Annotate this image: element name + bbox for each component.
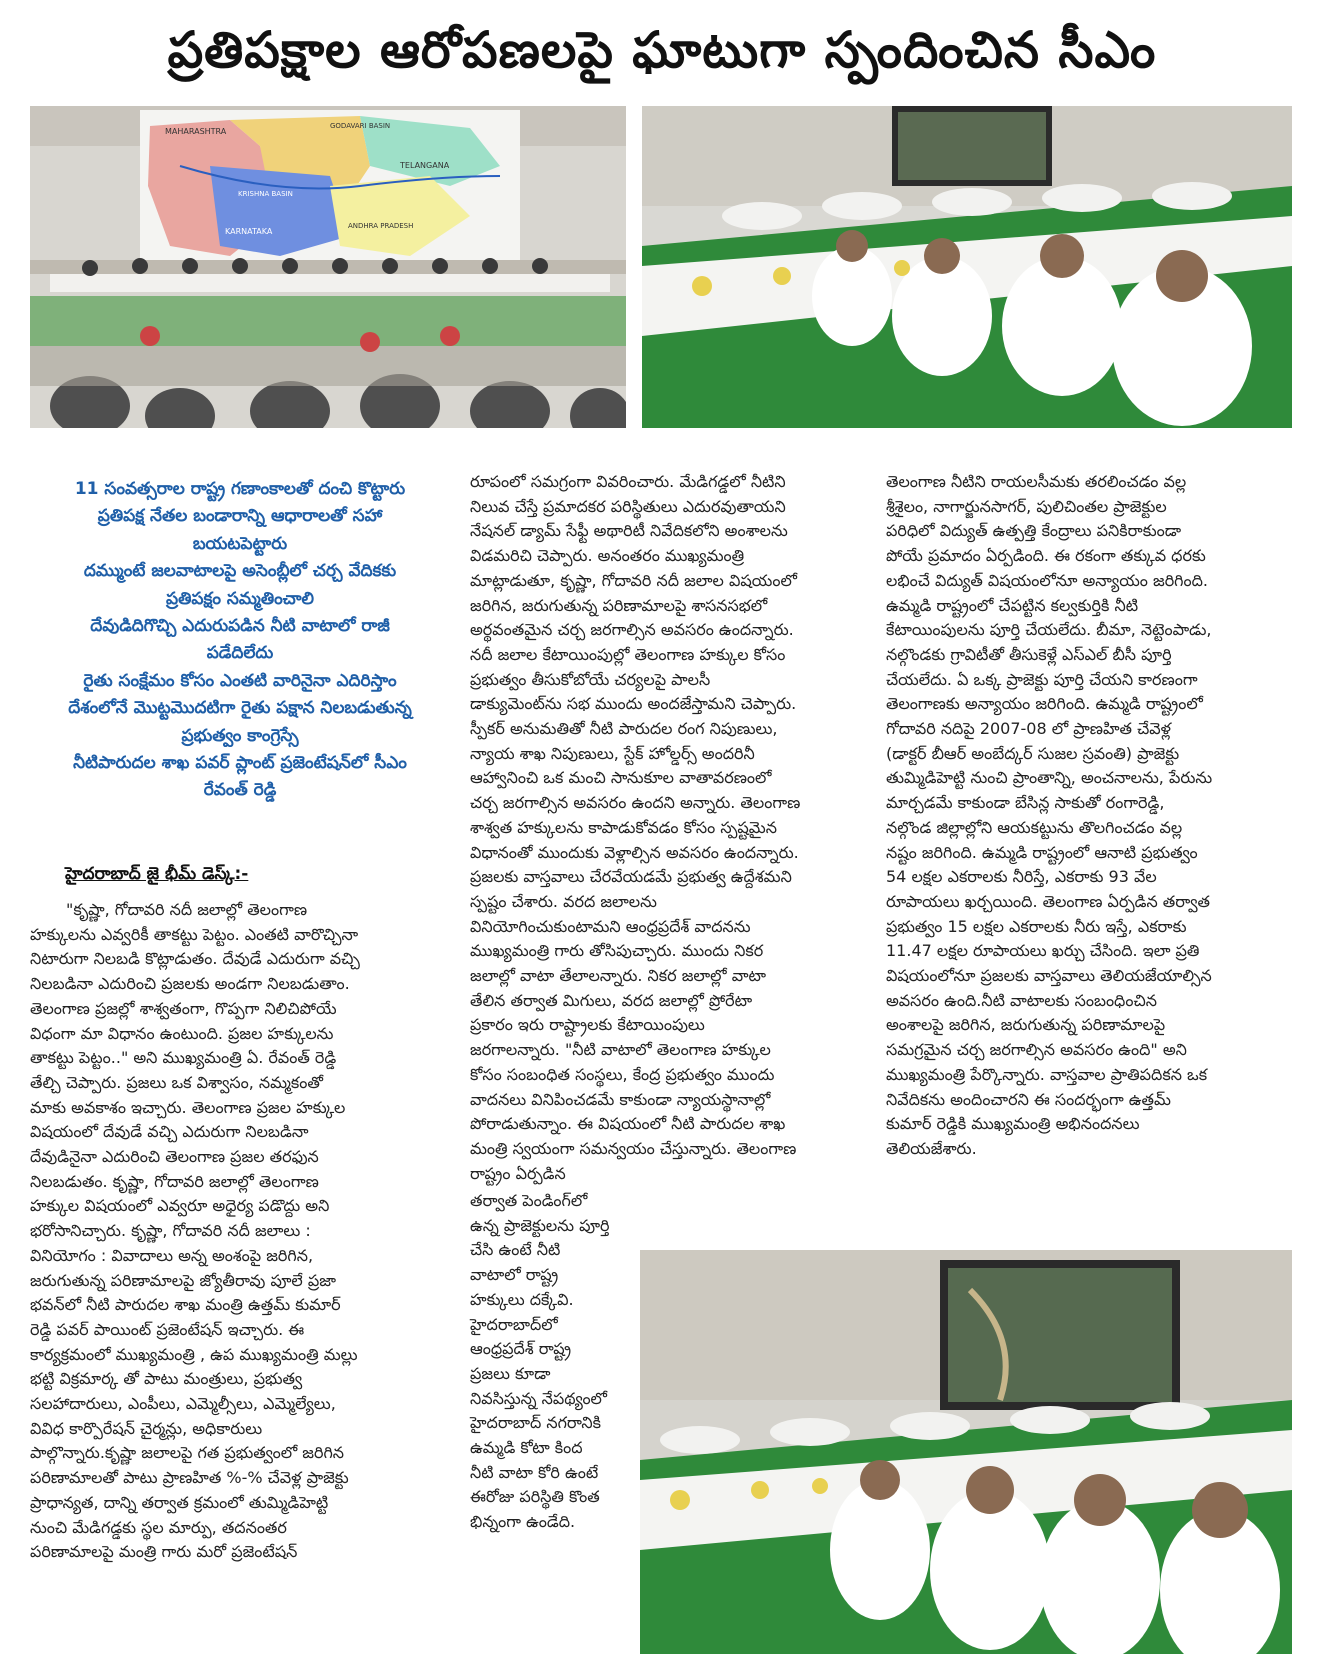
text-line: కోసం సంబంధిత సంస్థలు, కేంద్ర ప్రభుత్వం ముందు [470,1064,775,1084]
text-line: సమగ్రమైన చర్చ జరగాల్సిన అవసరం ఉంది" అని [886,1040,1187,1060]
article-column-2 [470,470,860,1186]
text-line: (డాక్టర్ బీఆర్ అంబేద్కర్ సుజల స్రవంతి) ప్రాజెక్టు [886,743,1180,763]
text-line: 11.47 లక్షల రూపాయలు ఖర్చు చేసింది. ఇలా ప్రతి [886,941,1200,961]
text-line: స్పష్టం చేశారు. వరద జలాలను [470,891,657,911]
text-line: ప్రాధాన్యత, దాన్ని తర్వాత క్రమంలో తుమ్మిడిహెట్టి [30,1492,329,1512]
text-line: తర్వాత పెండింగ్‌లో [470,1191,588,1210]
text-line: శాశ్వత హక్కులను కాపాడుకోవడం కోసం స్పష్టమైన [470,817,777,837]
highlight-line: బయటపెట్టారు [192,533,288,554]
text-line: నిటారుగా నిలబడి కొట్లాడుతం. దేవుడే ఎదురుగా వచ్చి [30,949,360,969]
article-column-2-continued [470,1189,620,1535]
text-line: జరిగిన, జరుగుతున్న పరిణామాలపై శాసనసభలో [470,595,768,615]
text-line: ప్రభుత్వం 15 లక్షల ఎకరాలకు నీరు ఇస్తే, ఎకరాకు [886,916,1187,936]
text-line: రెడ్డి పవర్ పాయింట్ ప్రజెంటేషన్ ఇచ్చారు. ఈ [30,1319,305,1339]
map-label-karnataka: KARNATAKA [225,227,273,236]
map-label-godavari: GODAVARI BASIN [330,122,391,130]
text-line: విధానంతో ముందుకు వెళ్లాల్సిన అవసరం ఉందన్నారు. [470,842,799,862]
text-line: వాదనలు వినిపించడమే కాకుండా న్యాయస్థానాల్లో [470,1089,771,1109]
text-line: జరుగుతున్న పరిణామాలపై జ్యోతీరావు పూలే ప్రజా [30,1270,336,1290]
highlight-line: ప్రభుత్వం కాంగ్రెస్సే [181,725,299,746]
text-line: నష్టం జరిగింది. ఉమ్మడి రాష్ట్రంలో ఆనాటి ప్రభుత్వం [886,842,1198,862]
text-line: తుమ్మిడిహెట్టి నుంచి ప్రాంతాన్ని, అంచనాలను, పేరును [886,768,1213,788]
highlight-line: రేవంత్ రెడ్డి [203,780,277,801]
text-line: తాకట్టు పెట్టం.." అని ముఖ్యమంత్రి ఏ. రేవంత్ రెడ్డి [30,1048,337,1068]
photo-conference-room [642,106,1292,428]
map-label-krishna: KRISHNA BASIN [238,190,293,198]
photo-map-meeting [30,106,626,428]
highlight-line: ప్రతిపక్ష నేతల బండారాన్ని ఆధారాలతో సహా [97,506,383,527]
highlight-line: దేవుడిదిగొచ్చి ఎదురుపడిన నీటి వాటాలో రాజీ [90,616,390,637]
text-line: మంత్రి స్వయంగా సమన్వయం చేస్తున్నారు. తెలంగాణ [470,1138,797,1158]
text-line: ముఖ్యమంత్రి గారు తోసిపుచ్చారు. ముందు నికర [470,941,764,961]
text-line: నల్గొండ జిల్లాల్లోని ఆయకట్టును తొలగించడం వల్ల [886,817,1183,837]
text-line: భరోసానిచ్చారు. కృష్ణా, గోదావరి నదీ జలాలు : [30,1221,311,1241]
text-line: నిలబడుతం. కృష్ణా, గోదావరి జలాల్లో తెలంగాణ [30,1171,319,1191]
highlights-box [30,476,450,805]
highlight-line: పడేదిలేదు [206,643,274,664]
highlight-line: నీటిపారుదల శాఖ పవర్ ప్లాంట్ ప్రజెంటేషన్‌లో సీఎం [73,753,407,774]
text-line: కేటాయింపులను పూర్తి చేయలేదు. బీమా, నెట్టెంపాడు, [886,620,1212,640]
text-line: పోయే ప్రమాదం ఏర్పడింది. ఈ రకంగా తక్కువ ధరకు [886,546,1206,566]
text-line: అవసరం ఉంది.నీటి వాటాలకు సంబంధించిన [886,990,1157,1010]
text-line: లభించే విద్యుత్ విషయంలోనూ అన్యాయం జరిగింది. [886,570,1209,590]
text-line: నివసిస్తున్న నేపథ్యంలో [470,1388,608,1408]
highlight-line: ప్రతిపక్షం సమ్మతించాలి [166,588,314,609]
text-line: మార్చడమే కాకుండా బేసిన్ల సాకుతో రంగారెడ్డి, [886,793,1165,813]
text-line: డాక్యుమెంట్‌ను సభ ముందు అందజేస్తామని చెప్పారు. [470,694,797,714]
text-line: వివిధ కార్పొరేషన్ చైర్మన్లు, అధికారులు [30,1418,263,1438]
text-line: తెలియజేశారు. [886,1138,977,1158]
text-line: అర్థవంతమైన చర్చ జరగాల్సిన అవసరం ఉందన్నారు. [470,620,794,640]
map-label-telangana: TELANGANA [400,161,450,170]
text-line: విధంగా మా విధానం ఉంటుంది. ప్రజల హక్కులను [30,1023,334,1043]
text-line: నదీ జలాల కేటాయింపుల్లో తెలంగాణ హక్కుల కోసం [470,644,786,664]
text-line: చేయలేదు. ఏ ఒక్క ప్రాజెక్టు పూర్తి చేయని కారణంగా [886,669,1198,689]
text-line: తెలంగాణకు అన్యాయం జరిగింది. ఉమ్మడి రాష్ట్రంలో [886,694,1203,714]
text-line: ఉమ్మడి రాష్ట్రంలో చేపట్టిన కల్వకుర్తికి నీటి [886,595,1139,615]
text-line: ముఖ్యమంత్రి పేర్కొన్నారు. వాస్తవాల ప్రాతిపదికన ఒక [886,1064,1208,1084]
text-line: ప్రజలు కూడా [470,1363,551,1383]
text-line: జరగాలన్నారు. "నీటి వాటాలో తెలంగాణ హక్కుల [470,1040,771,1060]
text-line: చర్చ జరగాల్సిన అవసరం ఉందని అన్నారు. తెలంగాణ [470,793,801,813]
photo-conference-room-2 [640,1250,1292,1654]
text-line: హక్కులను ఎవ్వరికీ తాకట్టు పెట్టం. ఎంతటి వారొచ్చినా [30,924,359,944]
text-line: నేషనల్ డ్యామ్ సేఫ్టీ అథారిటీ నివేదికలోని అంశాలను [470,521,788,541]
text-line: తెలంగాణ నీటిని రాయలసీమకు తరలించడం వల్ల [886,472,1187,491]
highlight-line: దేశంలోనే మొట్టమొదటిగా రైతు పక్షాన నిలబడుతున్న [68,698,412,719]
text-line: పోరాడుతున్నాం. ఈ విషయంలో నీటి పారుదల శాఖ [470,1114,786,1134]
photo-map-meeting-image [30,106,626,428]
text-line: జలాల్లో వాటా తేలాలన్నారు. నికర జలాల్లో వాటా [470,966,766,986]
text-line: ఉమ్మడి కోటా కింద [470,1438,583,1458]
text-line: విషయంలోనూ ప్రజలకు వాస్తవాలు తెలియజేయాల్సిన [886,966,1212,986]
article-column-3 [886,470,1296,1162]
text-line: పరిధిలో విద్యుత్ ఉత్పత్తి కేంద్రాలు పనికిరాకుండా [886,521,1182,541]
text-line: ఆహ్వానించి ఒక మంచి సానుకూల వాతావరణంలో [470,768,772,788]
text-line: ప్రజలకు వాస్తవాలు చేరవేయడమే ప్రభుత్వ ఉద్దేశమని [470,867,792,887]
text-line: చేసి ఉంటే నీటి [470,1240,561,1260]
text-line: నుంచి మేడిగడ్డకు స్థల మార్పు, తదనంతర [30,1517,287,1537]
text-line: వాటాలో రాష్ట్ర [470,1265,559,1285]
text-line: భిన్నంగా ఉండేది. [470,1512,576,1532]
map-label-andhra: ANDHRA PRADESH [348,222,414,230]
text-line: న్యాయ శాఖ నిపుణులు, స్టేక్ హోల్డర్స్ అందరినీ [470,743,755,763]
text-line: భవన్‌లో నీటి పారుదల శాఖ మంత్రి ఉత్తమ్ కుమార్ [30,1295,341,1315]
dateline-text: హైదరాబాద్ జై భీమ్ డెస్క్:- [65,864,249,884]
text-line: నిలబడినా ఎదురించి ప్రజలకు అండగా నిలబడుతాం. [30,974,350,994]
text-line: వినియోగించుకుంటామని ఆంధ్రప్రదేశ్ వాదనను [470,916,751,936]
text-line: తేలిన తర్వాత మిగులు, వరద జలాల్లో ప్రోరేటా [470,990,753,1010]
text-line: నివేదికను అందించారని ఈ సందర్భంగా ఉత్తమ్ [886,1089,1171,1109]
text-line: ఆంధ్రప్రదేశ్ రాష్ట్ర [470,1339,572,1359]
text-line: కార్యక్రమంలో ముఖ్యమంత్రి , ఉప ముఖ్యమంత్రి మల్లు [30,1344,358,1364]
highlight-line: రైతు సంక్షేమం కోసం ఎంతటి వారినైనా ఎదిరిస్తాం [83,670,397,691]
photo-conference-room-image [642,106,1292,428]
text-line: కుమార్ రెడ్డికి ముఖ్యమంత్రి అభినందనలు [886,1114,1140,1134]
text-line: గోదావరి నదిపై 2007-08 లో ప్రాణహిత చేవెళ్ల [886,719,1171,739]
map-label-maharashtra: MAHARASHTRA [165,127,227,136]
text-line: స్పీకర్ అనుమతితో నీటి పారుదల రంగ నిపుణులు, [470,719,778,739]
text-line: నల్గొండకు గ్రావిటీతో తీసుకెళ్లే ఎస్ఎల్ బీసీ పూర్తి [886,644,1172,664]
text-line: తెలంగాణ ప్రజల్లో శాశ్వతంగా, గొప్పగా నిలిచిపోయే [30,998,337,1018]
text-line: సలహాదారులు, ఎంపీలు, ఎమ్మెల్సీలు, ఎమ్మెల్యేలు, [30,1394,336,1414]
dateline [65,864,248,888]
headline: ప్రతిపక్షాల ఆరోపణలపై ఘాటుగా స్పందించిన సీఎం [167,21,1157,79]
text-line: విడమరిచి చెప్పారు. అనంతరం ముఖ్యమంత్రి [470,546,745,566]
text-line: అంశాలపై జరిగిన, జరుగుతున్న పరిణామాలపై [886,1015,1166,1035]
text-line: నిలువ చేస్తే ప్రమాదకర పరిస్థితులు ఎదురవుతాయని [470,496,786,516]
text-line: నీటి వాటా కోరి ఉంటే [470,1462,599,1482]
text-line: రూపంలో సమగ్రంగా వివరించారు. మేడిగడ్డలో నీటిని [470,472,786,491]
text-line: హక్కుల విషయంలో ఎవ్వరూ అధైర్య పడొద్దు అని [30,1196,330,1216]
text-line: విషయంలో దేవుడే వచ్చి ఎదురుగా నిలబడినా [30,1122,309,1142]
text-line: భట్టి విక్రమార్క తో పాటు మంత్రులు, ప్రభుత్వ [30,1369,303,1389]
text-line: హక్కులు దక్కేవి. [470,1289,574,1309]
text-line: హైదరాబాద్ నగరానికి [470,1413,601,1433]
text-line: మాకు అవకాశం ఇచ్చారు. తెలంగాణ ప్రజల హక్కుల [30,1097,346,1117]
text-line: మాట్లాడుతూ, కృష్ణా, గోదావరి నదీ జలాల విషయంలో [470,570,797,590]
text-line: పరిణామాలతో పాటు ప్రాణహిత %-% చేవెళ్ల ప్రాజెక్టు [30,1468,349,1488]
text-line: పరిణామాలపై మంత్రి గారు మరో ప్రజెంటేషన్ [30,1542,298,1562]
text-line: ఈరోజు పరిస్థితి కొంత [470,1487,600,1507]
text-line: హైదరాబాద్‌లో [470,1314,558,1334]
article-column-1 [30,898,450,1565]
text-line: వినియోగం : వివాదాలు అన్న అంశంపై జరిగిన, [30,1245,314,1265]
text-line: పాల్గొన్నారు.కృష్ణా జలాలపై గత ప్రభుత్వంలో జరిగిన [30,1443,345,1463]
text-line: రాష్ట్రం ఏర్పడిన [470,1163,566,1183]
text-line: తేల్చి చెప్పారు. ప్రజలు ఒక విశ్వాసం, నమ్మకంతో [30,1072,323,1092]
text-line: 54 లక్షల ఎకరాలకు నీరిస్తే, ఎకరాకు 93 వేల [886,867,1157,887]
photo-conference-room-2-image [640,1250,1292,1654]
highlight-line: దమ్ముంటే జలవాటాలపై అసెంబ్లీలో చర్చ వేదికకు [83,561,397,582]
text-line: ప్రభుత్వం తీసుకోబోయే చర్యలపై పాలసీ [470,669,711,689]
text-line: ప్రకారం ఇరు రాష్ట్రాలకు కేటాయింపులు [470,1015,705,1035]
text-line: "కృష్ణా, గోదావరి నదీ జలాల్లో తెలంగాణ [66,900,308,919]
text-line: శ్రీశైలం, నాగార్జునసాగర్, పులిచింతల ప్రాజెక్టుల [886,496,1167,516]
highlight-line: 11 సంవత్సరాల రాష్ట్ర గణాంకాలతో దంచి కొట్టారు [74,479,406,499]
text-line: ఉన్న ప్రాజెక్టులను పూర్తి [470,1215,610,1235]
text-line: రూపాయలు ఖర్చయింది. తెలంగాణ ఏర్పడిన తర్వాత [886,891,1210,911]
text-line: దేవుడినైనా ఎదురించి తెలంగాణ ప్రజల తరఫున [30,1147,319,1167]
